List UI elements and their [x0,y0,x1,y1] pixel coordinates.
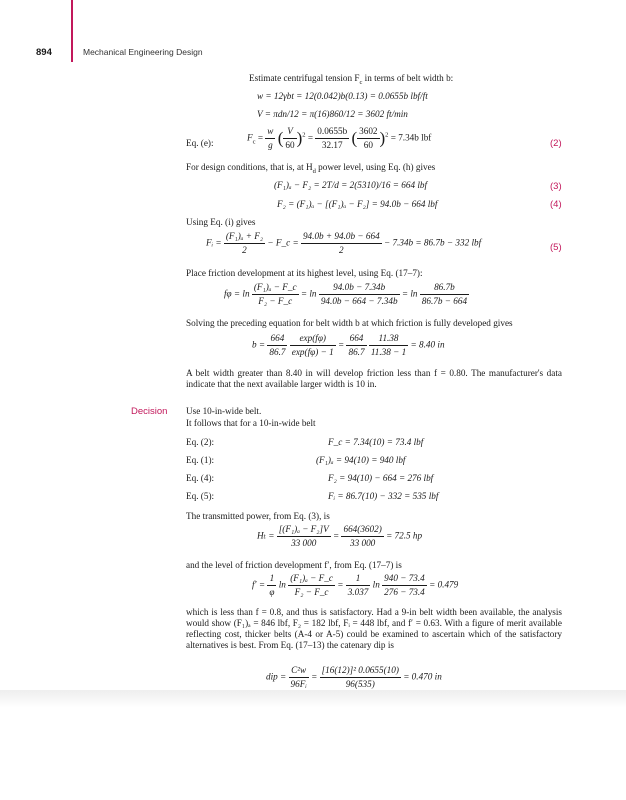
eq2-label: Eq. (2): [186,437,215,447]
intro-line: Estimate centrifugal tension $F_c$ in terms of belt width b: [249,73,454,86]
eq-number-4: (4) [550,199,562,210]
use-belt-text: Use 10-in-wide belt. [186,406,262,416]
dip-equation: dip = $\frac{\text{C²w}}{\text{96Fᵢ}}$ = $\frac{\text{[16(12)]² 0.0655(10)}}{96(535)}$ = 0.470 in [266,665,442,690]
page-bottom-shadow [0,690,626,708]
eq-number-5: (5) [550,242,562,253]
fi-equation: Fᵢ = $\frac{\text{(F₁)ₐ + F₂}}{2}$ − F_c = $\frac{94.0b + 94.0b - 664}{2}$ − 7.34b = 86.7b − 332 lbf [206,231,482,256]
solving-text: Solving the preceding equation for belt width b at which friction is fully developed gives [186,318,513,328]
design-intro: For design conditions, that is, at $H_d$ power level, using Eq. (h) gives [186,162,436,175]
page-number: 894 [36,47,52,58]
transmitted-text: The transmitted power, from Eq. (3), is [186,511,330,521]
eq5-result: Fᵢ = 86.7(10) − 332 = 535 lbf [328,491,439,501]
eq3-expression: (F₁)ₐ − F₂ = 2T/d = 2(5310)/16 = 664 lbf [274,180,428,190]
fphi-equation: fφ = ln $\frac{\text{(F₁)ₐ − F\_c}}{\text{F₂ − F\_c}}$ = ln $\frac{94.0b - 7.34b}{94.0b - 664 - 7.34b}$ = ln $\frac{86.7b}{86.7b - 664}$ [224,282,468,307]
eq2-result: F_c = 7.34(10) = 73.4 lbf [328,437,424,447]
level-friction-text: and the level of friction development f′, from Eq. (17–7) is [186,560,402,570]
header-rule [71,0,73,62]
eq4-label: Eq. (4): [186,473,215,483]
book-title: Mechanical Engineering Design [83,47,203,57]
eq4-result: F₂ = 94(10) − 664 = 276 lbf [328,473,434,483]
follows-text: It follows that for a 10-in-wide belt [186,418,316,428]
place-friction-text: Place friction development at its highest level, using Eq. (17–7): [186,268,423,278]
ht-equation: Hₜ = $\frac{\text{[(F₁)ₐ − F₂]V}}{33 000}$ = $\frac{664(3602)}{33 000}$ = 72.5 hp [257,524,423,549]
using-i-text: Using Eq. (i) gives [186,217,256,227]
w-equation: w = 12γbt = 12(0.042)b(0.13) = 0.0655b lbf/ft [257,91,428,101]
eq5-label: Eq. (5): [186,491,215,501]
decision-label: Decision [131,406,168,417]
eq-number-3: (3) [550,181,562,192]
eq1-result: (F₁)ₐ = 94(10) = 940 lbf [316,455,406,465]
paragraph-less: which is less than f = 0.8, and thus is satisfactory. Had a 9-in belt width been available, the analysis would show (F₁)ₐ = 846 lbf, F₂ = 182 lbf, Fᵢ = 448 lbf, and f′ = 0.63. With a figure of merit available reflecting cost, thicker belts (A-4 or A-5) could be examined to ascertain which of the satisfactory alternatives is best. From Eq. (17–13) the catenary dip is [186,607,562,651]
paragraph-width: A belt width greater than 8.40 in will develop friction less than f = 0.80. The manufacturer's data indicate that the next available larger width is 10 in. [186,368,562,390]
eq-number-2: (2) [550,138,562,149]
eq4-expression: F₂ = (F₁)ₐ − [(F₁)ₐ − F₂] = 94.0b − 664 lbf [277,199,438,209]
fprime-equation: f′ = $\frac{1}{\varphi}$ ln $\frac{\text{(F₁)ₐ − F\_c}}{\text{F₂ − F\_c}}$ = $\frac{1}{3.037}$ ln $\frac{940 - 73.4}{276 - 73.4}$ = 0.479 [252,573,459,598]
fc-equation: $F_c$ = $\frac{w}{g}$ ( $\frac{V}{60}$ )$^2$ = $\frac{0.0655b}{32.17}$ ( $\frac{3602}{60}$ )$^2$ = 7.34b lbf [247,126,432,151]
eq-e-label: Eq. (e): [186,138,214,148]
eq1-label: Eq. (1): [186,455,215,465]
b-equation: b = $\frac{664}{86.7}$ $\frac{\exp(f\varphi)}{\exp(f\varphi) - 1}$ = $\frac{664}{86.7}$ $\frac{11.38}{11.38 - 1}$ = 8.40 in [252,333,445,358]
v-equation: V = πdn/12 = π(16)860/12 = 3602 ft/min [257,109,408,119]
